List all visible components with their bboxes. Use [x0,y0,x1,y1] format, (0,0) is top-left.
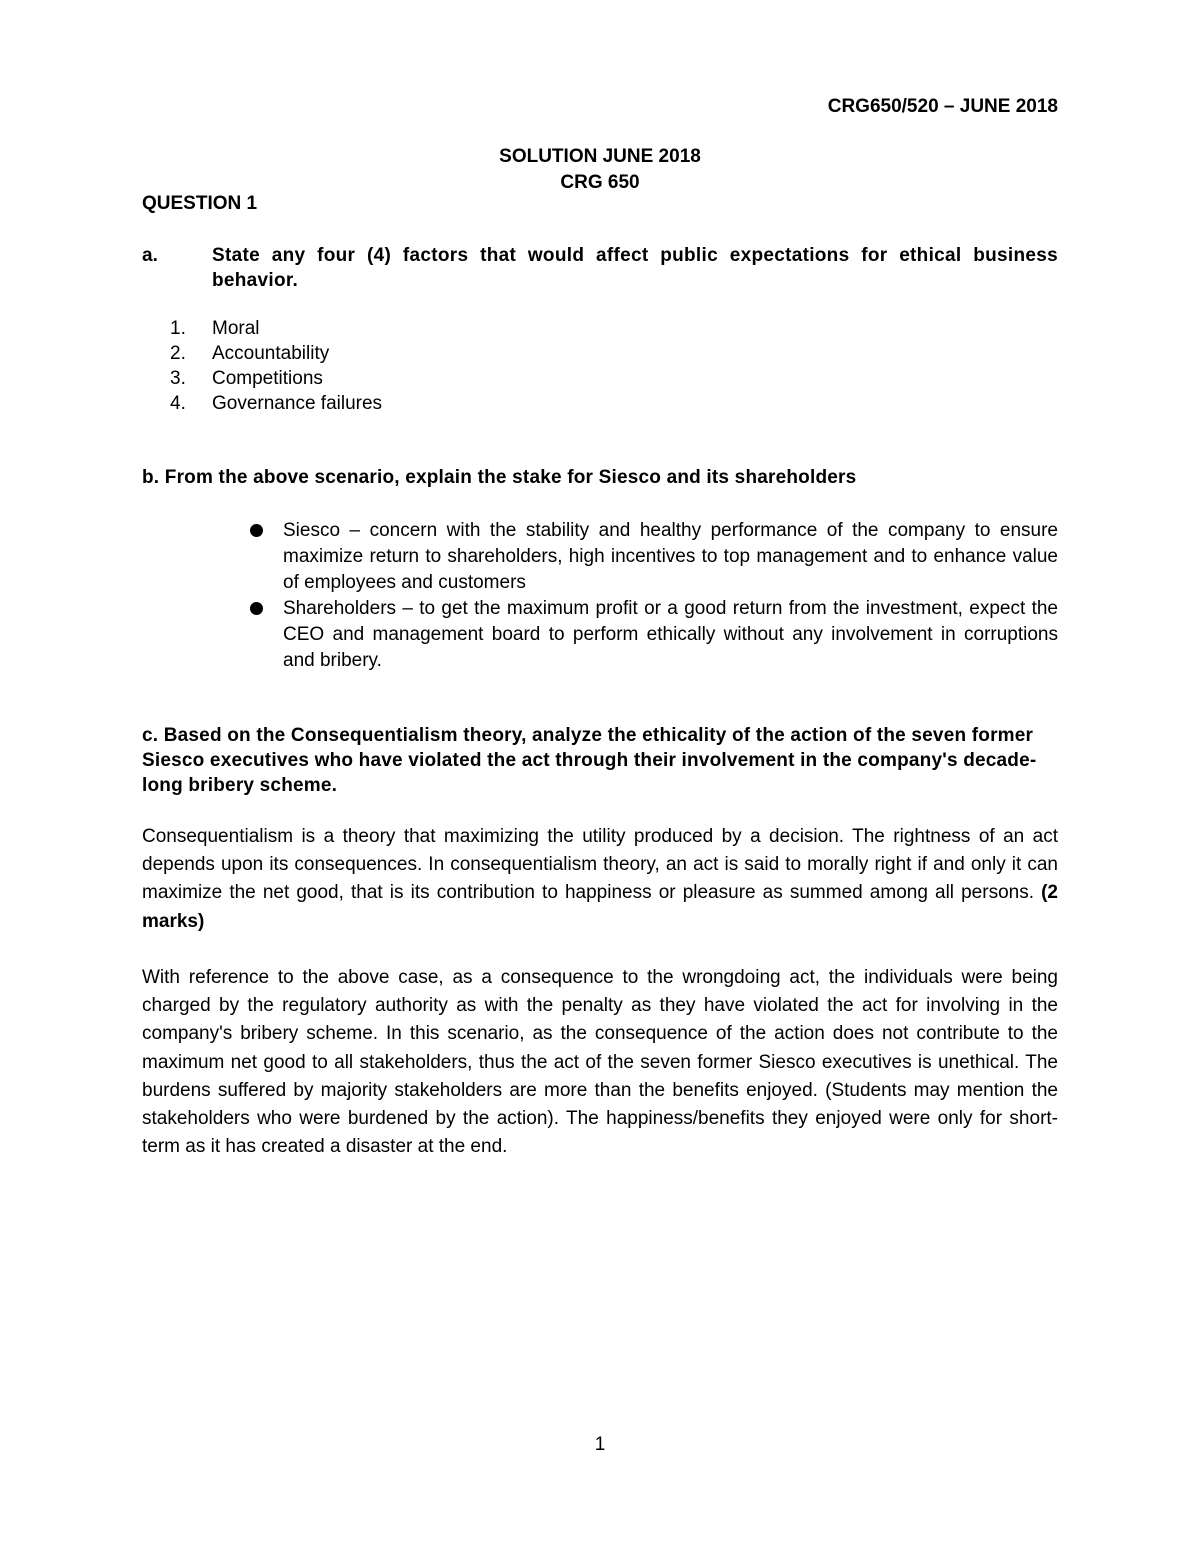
list-item-text: Moral [212,318,260,339]
list-item-text: Governance failures [212,393,383,414]
bullet-text: Siesco – concern with the stability and healthy performance of the company to ensure maximize return to shareholders, high incentives to top management and to enhance value of employees and customers [283,520,1058,593]
page-number: 1 [594,1434,606,1455]
document-title [0,144,1200,196]
title-line-2: CRG 650 [560,172,640,193]
consequentialism-definition-paragraph [142,823,1058,936]
title-line-1: SOLUTION JUNE 2018 [499,146,701,167]
list-item [170,391,382,416]
bullet-dot-icon [250,524,263,537]
list-item-text: Accountability [212,343,330,364]
question-heading: QUESTION 1 [142,193,258,214]
bullet-item-shareholders [250,596,1058,674]
list-item-number: 1. [170,318,186,339]
stake-bullet-list [250,518,1058,674]
part-b-question: b. From the above scenario, explain the stake for Siesco and its shareholders [142,467,857,488]
course-code-header: CRG650/520 – JUNE 2018 [827,96,1058,117]
factor-list [170,316,382,416]
list-item-number: 2. [170,343,186,364]
list-item-number: 4. [170,393,186,414]
list-item [170,316,382,341]
paragraph-text: Consequentialism is a theory that maximizing the utility produced by a decision. The rightness of an act depends upon its consequences. In consequentialism theory, an act is said to morally right if and only it can maximize the net good, that is its contribution to happiness or pleasure as summed among all persons. [142,826,1058,904]
bullet-item-siesco [250,518,1058,596]
bullet-text: Shareholders – to get the maximum profit or a good return from the investment, expect the CEO and management board to perform ethically without any involvement in corruptions and bribery. [283,598,1058,671]
part-a-question [142,243,1058,293]
list-item [170,366,382,391]
part-c-question: c. Based on the Consequentialism theory, analyze the ethicality of the action of the seven former Siesco executives who have violated the act through their involvement in the company's decade-long bribery scheme. [142,725,1037,796]
part-a-letter: a. [142,245,158,266]
part-a-question-text: State any four (4) factors that would affect public expectations for ethical business behavior. [212,245,1058,291]
case-analysis-paragraph: With reference to the above case, as a consequence to the wrongdoing act, the individuals were being charged by the regulatory authority as with the penalty as they have violated the act for involving in the company's bribery scheme. In this scenario, as the consequence of the action does not contribute to the maximum net good to all stakeholders, thus the act of the seven former Siesco executives is unethical. The burdens suffered by majority stakeholders are more than the benefits enjoyed. (Students may mention the stakeholders who were burdened by the action). The happiness/benefits they enjoyed were only for short-term as it has created a disaster at the end. [142,967,1058,1158]
marks-label: (2 marks) [142,882,1058,932]
list-item [170,341,382,366]
bullet-dot-icon [250,602,263,615]
list-item-text: Competitions [212,368,323,389]
list-item-number: 3. [170,368,186,389]
